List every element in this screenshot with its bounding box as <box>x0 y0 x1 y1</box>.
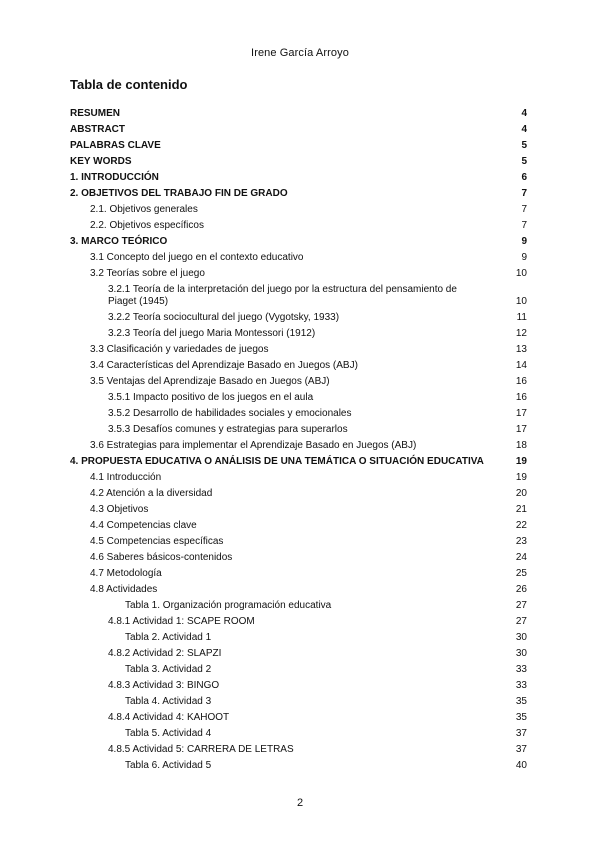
toc-entry[interactable] <box>70 678 527 694</box>
toc-entry[interactable] <box>70 470 527 486</box>
toc-entry[interactable] <box>70 518 527 534</box>
toc-entry[interactable] <box>70 234 527 250</box>
toc-entry[interactable] <box>70 534 527 550</box>
toc-entry-page: 4 <box>521 124 527 135</box>
toc-entry-label: 3.1 Concepto del juego en el contexto educativo <box>90 252 304 263</box>
toc-entry[interactable] <box>70 582 527 598</box>
toc-entry-page: 40 <box>515 760 527 771</box>
toc-entry-label: RESUMEN <box>70 108 121 119</box>
toc-entry[interactable] <box>70 742 527 758</box>
toc-entry[interactable] <box>70 154 527 170</box>
toc-entry-label: 2. OBJETIVOS DEL TRABAJO FIN DE GRADO <box>70 188 288 199</box>
toc-entry-page: 37 <box>515 744 527 755</box>
toc-entry-page: 24 <box>515 552 527 563</box>
toc-entry-page: 35 <box>515 696 527 707</box>
toc-entry-label: 3.6 Estrategias para implementar el Aprendizaje Basado en Juegos (ABJ) <box>90 440 417 451</box>
toc-entry-page: 21 <box>515 504 527 515</box>
toc-entry[interactable] <box>70 662 527 678</box>
toc-entry[interactable] <box>70 186 527 202</box>
toc-entry-label: 3.5 Ventajas del Aprendizaje Basado en Juegos (ABJ) <box>90 376 330 387</box>
toc-entry[interactable] <box>70 422 527 438</box>
toc-entry-label: 4.1 Introducción <box>90 472 162 483</box>
toc-entry-label: 4.8 Actividades <box>90 584 158 595</box>
page-header: Irene García Arroyo <box>251 47 349 59</box>
toc-entry-label: Tabla 6. Actividad 5 <box>125 760 212 771</box>
toc-entry[interactable] <box>70 106 527 122</box>
toc-entry[interactable] <box>70 550 527 566</box>
toc-entry[interactable] <box>70 342 527 358</box>
toc-entry-label: Tabla 5. Actividad 4 <box>125 728 212 739</box>
toc-entry[interactable] <box>70 454 527 470</box>
toc-entry[interactable] <box>70 358 527 374</box>
toc-entry[interactable] <box>70 170 527 186</box>
toc-entry-label: 3. MARCO TEÓRICO <box>70 236 168 247</box>
toc-entry[interactable] <box>70 282 527 310</box>
toc-entry-page: 27 <box>515 616 527 627</box>
toc-entry-label: Tabla 1. Organización programación educativa <box>125 600 332 611</box>
toc-entry[interactable] <box>70 326 527 342</box>
toc-entry[interactable] <box>70 390 527 406</box>
toc-entry[interactable] <box>70 598 527 614</box>
toc-entry-page: 22 <box>515 520 527 531</box>
toc-entry-page: 4 <box>521 108 527 119</box>
toc-entry[interactable] <box>70 710 527 726</box>
toc-entry-label: 4.4 Competencias clave <box>90 520 197 531</box>
toc-entry-label: 3.2 Teorías sobre el juego <box>90 268 205 279</box>
toc-entry[interactable] <box>70 726 527 742</box>
toc-entry-page: 37 <box>515 728 527 739</box>
toc-entry-page: 7 <box>521 220 527 231</box>
toc-entry-page: 10 <box>515 268 527 279</box>
page-number: 2 <box>296 797 304 809</box>
toc-entry-page: 5 <box>521 140 527 151</box>
toc-entry[interactable] <box>70 310 527 326</box>
toc-entry-page: 18 <box>515 440 527 451</box>
toc-entry-label: 4.8.1 Actividad 1: SCAPE ROOM <box>108 616 255 627</box>
toc-entry-label: 3.5.2 Desarrollo de habilidades sociales y emocionales <box>108 408 352 419</box>
toc-entry[interactable] <box>70 614 527 630</box>
toc-entry-page: 16 <box>515 376 527 387</box>
toc-entry-page: 13 <box>515 344 527 355</box>
toc-entry[interactable] <box>70 138 527 154</box>
toc-entry-label: KEY WORDS <box>70 156 132 167</box>
toc-entry[interactable] <box>70 438 527 454</box>
toc-title: Tabla de contenido <box>70 77 188 92</box>
toc-entry-label: 3.4 Características del Aprendizaje Basado en Juegos (ABJ) <box>90 360 358 371</box>
toc-entry-page: 25 <box>515 568 527 579</box>
toc-entry[interactable] <box>70 566 527 582</box>
toc-entry-page: 30 <box>515 632 527 643</box>
toc-entry-page: 9 <box>521 236 527 247</box>
toc-entry[interactable] <box>70 202 527 218</box>
toc-entry-page: 10 <box>515 296 527 307</box>
toc-entry-page: 23 <box>515 536 527 547</box>
toc-entry[interactable] <box>70 486 527 502</box>
toc-entry[interactable] <box>70 630 527 646</box>
toc-entry-page: 14 <box>515 360 527 371</box>
toc-entry-label: Tabla 4. Actividad 3 <box>125 696 212 707</box>
toc-entry[interactable] <box>70 502 527 518</box>
toc-entry-page: 9 <box>521 252 527 263</box>
toc-entry-label: 4.8.3 Actividad 3: BINGO <box>108 680 220 691</box>
toc-entry-label: 4.3 Objetivos <box>90 504 149 515</box>
toc-entry-page: 27 <box>515 600 527 611</box>
toc-entry-label: 3.5.1 Impacto positivo de los juegos en el aula <box>108 392 314 403</box>
toc-entry-label: Tabla 3. Actividad 2 <box>125 664 212 675</box>
toc-entry-page: 19 <box>515 456 527 467</box>
toc-entry-page: 33 <box>515 664 527 675</box>
toc-entry-label: 3.5.3 Desafíos comunes y estrategias para superarlos <box>108 424 348 435</box>
toc-entry-page: 26 <box>515 584 527 595</box>
toc-entry-label: 2.1. Objetivos generales <box>90 204 198 215</box>
toc-entry-label: Tabla 2. Actividad 1 <box>125 632 212 643</box>
toc-entry[interactable] <box>70 406 527 422</box>
toc-entry[interactable] <box>70 266 527 282</box>
toc-entry-page: 35 <box>515 712 527 723</box>
toc-entry-page: 19 <box>515 472 527 483</box>
toc-entry-page: 6 <box>521 172 527 183</box>
toc-entry-page: 12 <box>515 328 527 339</box>
toc-entry-label: 2.2. Objetivos específicos <box>90 220 204 231</box>
toc-entry-label: ABSTRACT <box>70 124 125 135</box>
toc-entry-page: 7 <box>521 204 527 215</box>
toc-entry-label: 4. PROPUESTA EDUCATIVA O ANÁLISIS DE UNA TEMÁTICA O SITUACIÓN EDUCATIVA <box>70 456 484 467</box>
toc-entry-label: 3.2.1 Teoría de la interpretación del juego por la estructura del pensamiento de Piaget (1945) <box>108 284 457 307</box>
toc-entry[interactable] <box>70 122 527 138</box>
toc-entry-page: 11 <box>516 312 527 323</box>
toc-entry[interactable] <box>70 646 527 662</box>
toc-entry-page: 5 <box>521 156 527 167</box>
toc-entry-page: 16 <box>515 392 527 403</box>
toc-entry-page: 17 <box>515 424 527 435</box>
toc-entry-page: 17 <box>515 408 527 419</box>
toc-entry[interactable] <box>70 694 527 710</box>
toc-entry-label: 4.5 Competencias específicas <box>90 536 224 547</box>
toc-entry-label: 4.6 Saberes básicos-contenidos <box>90 552 233 563</box>
toc-entry-label: 4.8.2 Actividad 2: SLAPZI <box>108 648 222 659</box>
toc-entry-label: 3.3 Clasificación y variedades de juegos <box>90 344 269 355</box>
toc-entry-page: 20 <box>515 488 527 499</box>
toc-entry[interactable] <box>70 218 527 234</box>
toc-entry-label: 4.8.4 Actividad 4: KAHOOT <box>108 712 230 723</box>
toc-entry[interactable] <box>70 250 527 266</box>
toc-entry-label: 4.8.5 Actividad 5: CARRERA DE LETRAS <box>108 744 294 755</box>
toc-entry-page: 33 <box>515 680 527 691</box>
toc-entry-label: 3.2.3 Teoría del juego Maria Montessori (1912) <box>108 328 316 339</box>
toc-entry-label: 3.2.2 Teoría sociocultural del juego (Vygotsky, 1933) <box>108 312 340 323</box>
toc-entry-label: 4.7 Metodología <box>90 568 162 579</box>
toc-entry[interactable] <box>70 758 527 774</box>
table-of-contents <box>70 106 527 774</box>
toc-entry-label: 1. INTRODUCCIÓN <box>70 172 159 183</box>
toc-entry-page: 30 <box>515 648 527 659</box>
toc-entry-page: 7 <box>521 188 527 199</box>
toc-entry-label: PALABRAS CLAVE <box>70 140 161 151</box>
toc-entry[interactable] <box>70 374 527 390</box>
toc-entry-label: 4.2 Atención a la diversidad <box>90 488 213 499</box>
